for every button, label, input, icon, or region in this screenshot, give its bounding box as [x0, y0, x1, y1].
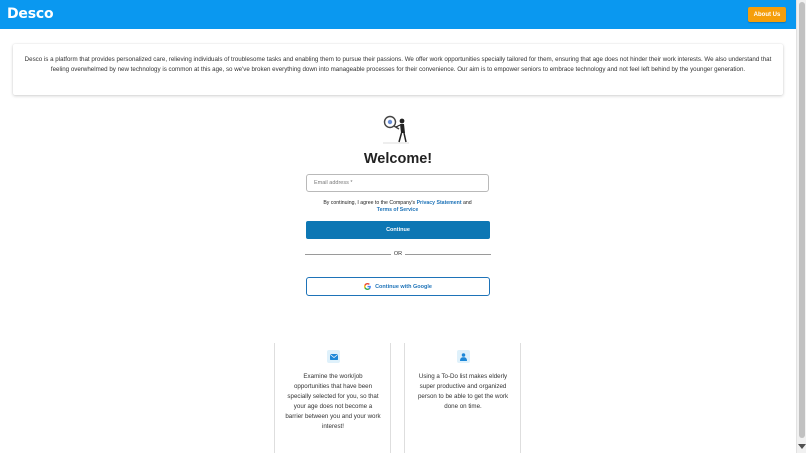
email-placeholder: Email address * [314, 180, 353, 186]
scroll-down-arrow-icon[interactable] [798, 444, 806, 449]
person-with-magnifier-illustration [382, 112, 410, 144]
legal-and: and [463, 200, 472, 206]
vertical-scrollbar[interactable] [796, 0, 806, 453]
top-navbar [0, 0, 796, 29]
scrollbar-thumb[interactable] [799, 2, 805, 438]
feature-description: Using a To-Do list makes elderly super productive and organized person to be able to get the work done on time. [417, 373, 509, 410]
divider-left [305, 254, 391, 255]
legal-notice [306, 200, 489, 213]
divider-right [405, 254, 491, 255]
intro-description: Desco is a platform that provides personalized care, relieving individuals of troublesome tasks and enabling them to pursue their passions. We offer work opportunities specially tailored for them, ensuring that age does not hinder their work interests. We also understand that feeling overwhelmed by new technology is common at this age, so we've broken everything down into manageable processes for their convenience. Our aim is to empower seniors to embrace technology and not feel left behind by the younger generation. [24, 56, 772, 73]
brand-logo[interactable]: Desco [7, 6, 54, 22]
feature-card-todo [404, 343, 521, 453]
feature-card-jobs [274, 343, 391, 453]
continue-button[interactable]: Continue [306, 221, 490, 239]
feature-icon-box [457, 350, 470, 363]
person-icon [460, 353, 467, 361]
legal-prefix: By continuing, I agree to the Company's [323, 200, 416, 206]
or-divider-label: OR [393, 251, 403, 257]
terms-of-service-link[interactable]: Terms of Service [376, 206, 419, 213]
welcome-heading: Welcome! [363, 151, 433, 167]
feature-icon-box [327, 350, 340, 363]
feature-description: Examine the work/job opportunities that have been specially selected for you, so that your age does not become a barrier between you and your work interest! [285, 373, 381, 430]
email-field[interactable] [306, 174, 489, 192]
privacy-statement-link[interactable]: Privacy Statement [416, 200, 462, 206]
continue-with-google-button[interactable] [306, 277, 490, 296]
about-us-button[interactable]: About Us [748, 7, 786, 22]
envelope-icon [330, 354, 338, 360]
google-icon [364, 283, 371, 290]
google-button-label: Continue with Google [375, 283, 432, 290]
